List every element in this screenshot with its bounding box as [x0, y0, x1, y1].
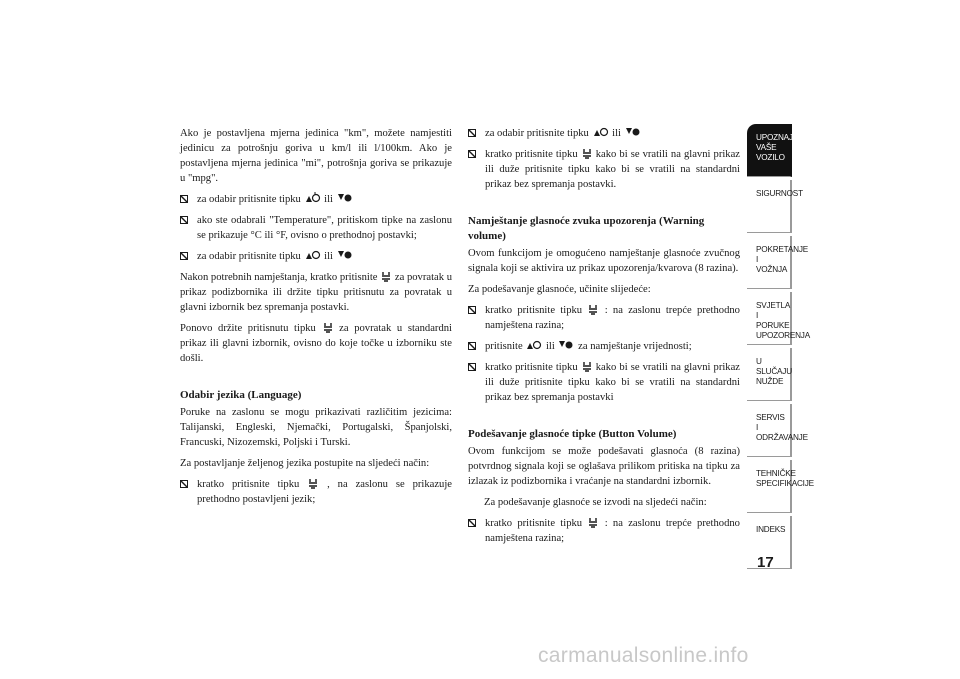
bullet-text: kratko pritisnite tipku — [485, 149, 578, 160]
down-button-icon — [558, 339, 574, 351]
bullet-text: za odabir pritisnite tipku — [197, 194, 301, 205]
list-item — [468, 360, 740, 405]
up-button-icon — [305, 192, 321, 204]
bullet-text: : na zaslonu trepće prethodno namještena razina; — [485, 518, 740, 544]
tab-label: SERVIS I ODRŽAVANJE — [756, 413, 808, 442]
bullet-text: ili — [612, 128, 622, 139]
bullet-text: za namještanje vrijednosti; — [578, 341, 692, 352]
bullet-text: kratko pritisnite tipku — [197, 479, 300, 490]
bullet-text: kako bi se vratili na glavni prikaz ili duže pritisnite tipku kako bi se vratili na standardni prikaz bez spremanja postavki. — [485, 149, 740, 190]
paragraph: Za postavljanje željenog jezika postupite na sljedeći način: — [180, 458, 430, 469]
list-item — [180, 477, 452, 507]
bullet-text: za odabir pritisnite tipku — [197, 251, 301, 262]
page-number: 17 — [757, 554, 774, 571]
list-item — [180, 213, 452, 243]
paragraph-text: Nakon potrebnih namještanja, kratko pritisnite — [180, 272, 378, 283]
paragraph: Za podešavanje glasnoće se izvodi na sljedeći način: — [484, 497, 707, 508]
section-heading: Namještanje glasnoće zvuka upozorenja (Warning volume) — [468, 215, 705, 242]
menu-button-icon — [582, 361, 592, 372]
list-item — [468, 303, 740, 333]
up-button-icon — [305, 249, 321, 261]
bullet-text: kratko pritisnite tipku — [485, 305, 583, 316]
paragraph: Ovom funkcijom se može podešavati glasnoća (8 razina) potvrdnog signala koji se oglašava prilikom pritiska na tipku za izlazak iz podizbornika i vraćanje na standardni izbornik. — [468, 446, 740, 487]
up-button-icon — [526, 339, 542, 351]
menu-button-icon — [588, 304, 598, 315]
paragraph — [180, 321, 452, 366]
tab-label: UPOZNAJTE VAŠE VOZILO — [756, 133, 803, 162]
tab-label: TEHNIČKE SPECIFIKACIJE — [756, 469, 814, 488]
down-button-icon — [625, 126, 641, 138]
bullet-text: kratko pritisnite tipku — [485, 518, 583, 529]
section-heading: Odabir jezika (Language) — [180, 389, 302, 401]
menu-button-icon — [308, 478, 318, 489]
tab-tehnicke-specifikacije[interactable] — [747, 460, 814, 513]
left-column — [180, 126, 452, 513]
paragraph: Za podešavanje glasnoće, učinite slijedeće: — [468, 284, 651, 295]
checkbox-bullet-icon — [180, 195, 188, 203]
tab-pokretanje-i-voznja[interactable] — [747, 236, 808, 289]
paragraph — [180, 270, 452, 315]
list-item — [180, 249, 452, 264]
tab-svjetla-i-poruke[interactable] — [747, 292, 810, 345]
bullet-text: pritisnite — [485, 341, 523, 352]
tab-label: U SLUČAJU NUŽDE — [756, 357, 792, 386]
checkbox-bullet-icon — [180, 252, 188, 260]
tab-label: INDEKS — [756, 525, 786, 534]
chapter-tabs — [747, 124, 814, 572]
bullet-text: za odabir pritisnite tipku — [485, 128, 589, 139]
checkbox-bullet-icon — [468, 306, 476, 314]
watermark: carmanualsonline.info — [538, 644, 749, 667]
checkbox-bullet-icon — [468, 342, 476, 350]
paragraph: Poruke na zaslonu se mogu prikazivati različitim jezicima: Talijanski, Engleski, Njemački, Portugalski, Španjolski, Francuski, Nizozemski, Poljski i Turski. — [180, 407, 452, 448]
bullet-text: kratko pritisnite tipku — [485, 362, 578, 373]
bullet-text: ako ste odabrali "Temperature", pritiskom tipke na zaslonu se prikazuje °C ili °F, ovisno o prethodnoj postavki; — [197, 215, 452, 241]
tab-sigurnost[interactable] — [747, 180, 803, 233]
paragraph-text: za povratak u prikaz podizbornika ili držite tipku pritisnutu za povratak u glavni izbornik bez spremanja postavki. — [180, 272, 453, 313]
bullet-text: ili — [324, 194, 334, 205]
checkbox-bullet-icon — [468, 519, 476, 527]
tab-u-slucaju-nuzde[interactable] — [747, 348, 792, 401]
tab-label: SIGURNOST — [756, 189, 803, 198]
down-button-icon — [337, 192, 353, 204]
paragraph: Ovom funkcijom je omogućeno namještanje glasnoće zvučnog signala koji se aktivira uz prikaz upozorenja/kvarova (8 razina). — [468, 248, 740, 274]
down-button-icon — [337, 249, 353, 261]
tab-label: SVJETLA I PORUKE UPOZORENJA — [756, 301, 810, 340]
up-button-icon — [593, 126, 609, 138]
checkbox-bullet-icon — [468, 363, 476, 371]
tab-upoznajte-vase-vozilo[interactable] — [747, 124, 803, 177]
checkbox-bullet-icon — [468, 150, 476, 158]
tab-label: POKRETANJE I VOŽNJA — [756, 245, 808, 274]
tab-servis-i-odrzavanje[interactable] — [747, 404, 808, 457]
list-item — [468, 147, 740, 192]
bullet-text: ili — [545, 341, 555, 352]
bullet-text: : na zaslonu trepće prethodno namještena razina; — [485, 305, 740, 331]
paragraph: Ako je postavljena mjerna jedinica "km", možete namjestiti jedinicu za potrošnju goriva u km/l ili l/100km. Ako je postavljena mjerna jedinica "mi", potrošnja goriva se prikazuje u "mpg". — [180, 128, 452, 184]
list-item — [468, 516, 740, 546]
paragraph-text: za povratak u standardni prikaz ili glavni izbornik, ovisno do koje točke u izborniku ste došli. — [180, 323, 452, 364]
bullet-text: , na zaslonu se prikazuje prethodno postavljeni jezik; — [197, 479, 452, 505]
list-item — [468, 126, 740, 141]
menu-button-icon — [381, 271, 391, 282]
menu-button-icon — [323, 322, 333, 333]
list-item — [180, 192, 452, 207]
checkbox-bullet-icon — [180, 216, 188, 224]
paragraph-text: Ponovo držite pritisnutu tipku — [180, 323, 316, 334]
list-item — [468, 339, 740, 354]
menu-button-icon — [588, 517, 598, 528]
menu-button-icon — [582, 148, 592, 159]
checkbox-bullet-icon — [180, 480, 188, 488]
right-column — [468, 126, 740, 552]
bullet-text: ili — [324, 251, 334, 262]
checkbox-bullet-icon — [468, 129, 476, 137]
bullet-text: kako bi se vratili na glavni prikaz ili duže pritisnite tipku kako bi se vratili na standardni prikaz bez spremanja postavki — [485, 362, 740, 403]
section-heading: Podešavanje glasnoće tipke (Button Volume) — [468, 428, 677, 440]
